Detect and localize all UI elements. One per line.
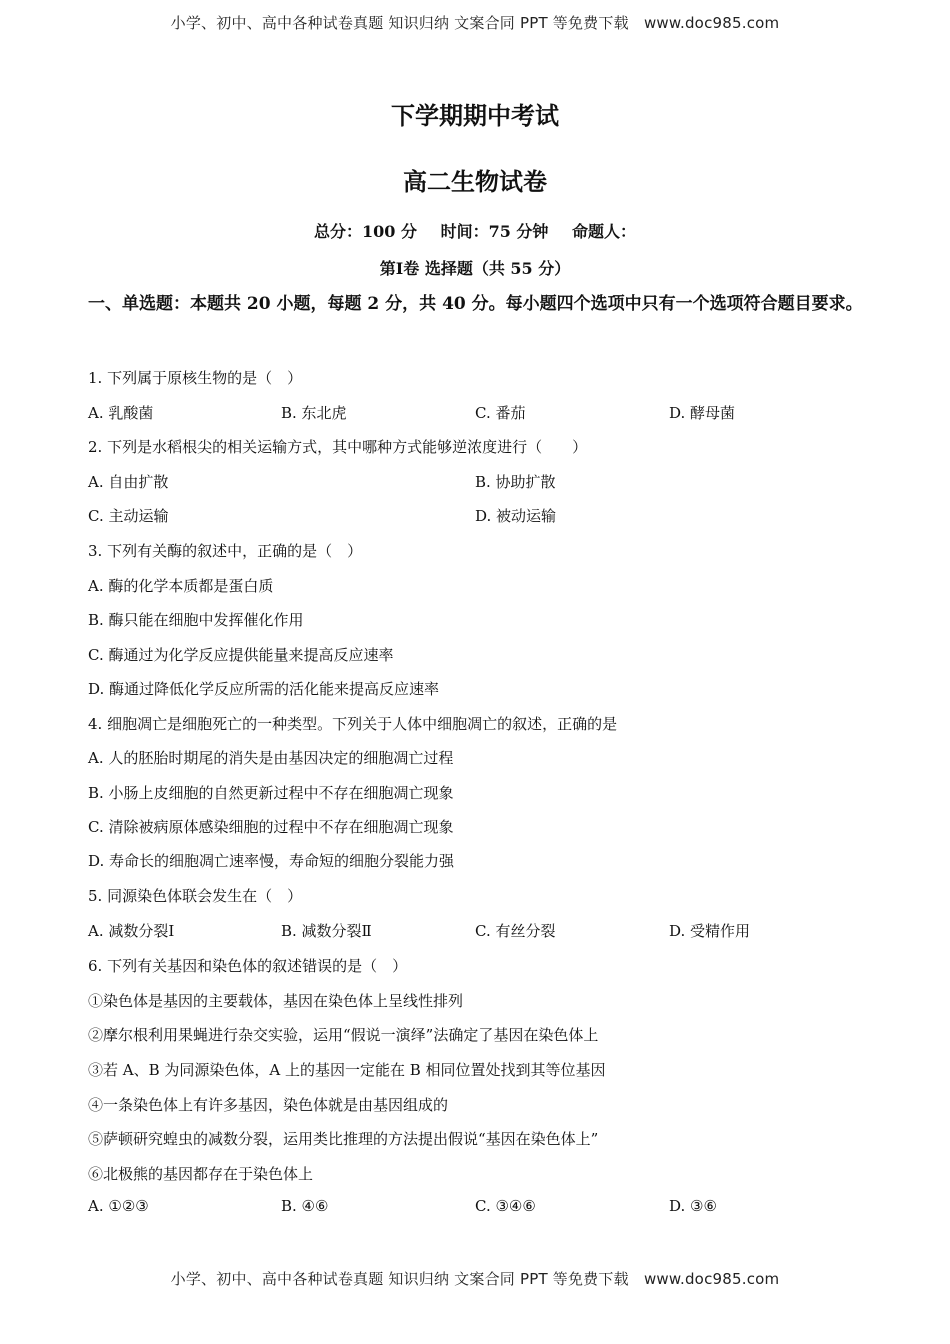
q6-statement-3: ③若 A、B 为同源染色体，A 上的基因一定能在 B 相同位置处找到其等位基因 [88,1061,606,1079]
q1-option-c: C. 番茄 [475,404,526,422]
q6-statement-4: ④一条染色体上有许多基因，染色体就是由基因组成的 [88,1096,449,1114]
q6-option-b: B. ④⑥ [281,1197,329,1215]
question-4-stem: 4. 细胞凋亡是细胞死亡的一种类型。下列关于人体中细胞凋亡的叙述，正确的是 [88,715,618,733]
top-banner: 小学、初中、高中各种试卷真题 知识归纳 文案合同 PPT 等免费下载 www.doc985.com [170,14,780,32]
q2-option-a: A. 自由扩散 [88,473,169,491]
q1-option-b: B. 东北虎 [281,404,347,422]
q6-statement-1: ①染色体是基因的主要载体，基因在染色体上呈线性排列 [88,992,464,1010]
q1-option-a: A. 乳酸菌 [88,404,154,422]
q6-option-d: D. ③⑥ [669,1197,717,1215]
q1-option-d: D. 酵母菌 [669,404,736,422]
q6-statement-5: ⑤萨顿研究蝗虫的减数分裂，运用类比推理的方法提出假说“基因在染色体上” [88,1130,599,1148]
section-instructions: 一、单选题：本题共 20 小题，每题 2 分，共 40 分。每小题四个选项中只有一个选项符合题目要求。 [88,294,863,314]
q5-option-a: A. 减数分裂Ⅰ [88,922,175,940]
exam-time: 时间：75 分钟 [440,222,549,241]
question-5-stem: 5. 同源染色体联会发生在（ ） [88,887,303,905]
q5-option-c: C. 有丝分裂 [475,922,556,940]
q6-statement-6: ⑥北极熊的基因都存在于染色体上 [88,1165,314,1183]
section-heading: 第Ⅰ卷 选择题（共 55 分） [379,259,571,278]
exam-subtitle: 高二生物试卷 [403,167,547,196]
q6-option-c: C. ③④⑥ [475,1197,536,1215]
q6-statement-2: ②摩尔根利用果蝇进行杂交实验，运用“假说一演绎”法确定了基因在染色体上 [88,1026,599,1044]
q2-option-d: D. 被动运输 [475,507,557,525]
q3-option-c: C. 酶通过为化学反应提供能量来提高反应速率 [88,646,394,664]
q4-option-c: C. 清除被病原体感染细胞的过程中不存在细胞凋亡现象 [88,818,454,836]
question-2-stem: 2. 下列是水稻根尖的相关运输方式，其中哪种方式能够逆浓度进行（ ） [88,438,588,456]
q2-option-c: C. 主动运输 [88,507,169,525]
bottom-banner: 小学、初中、高中各种试卷真题 知识归纳 文案合同 PPT 等免费下载 www.doc985.com [170,1270,780,1288]
q2-option-b: B. 协助扩散 [475,473,556,491]
exam-title: 下学期期中考试 [391,101,559,130]
q4-option-d: D. 寿命长的细胞凋亡速率慢，寿命短的细胞分裂能力强 [88,852,455,870]
question-6-stem: 6. 下列有关基因和染色体的叙述错误的是（ ） [88,957,408,975]
q3-option-d: D. 酶通过降低化学反应所需的活化能来提高反应速率 [88,680,440,698]
total-score: 总分：100 分 [314,222,417,241]
question-1-stem: 1. 下列属于原核生物的是（ ） [88,369,303,387]
q6-option-a: A. ①②③ [88,1197,149,1215]
q4-option-a: A. 人的胚胎时期尾的消失是由基因决定的细胞凋亡过程 [88,749,454,767]
q5-option-b: B. 减数分裂Ⅱ [281,922,372,940]
q3-option-a: A. 酶的化学本质都是蛋白质 [88,577,274,595]
question-3-stem: 3. 下列有关酶的叙述中，正确的是（ ） [88,542,363,560]
exam-author: 命题人： [571,222,636,241]
q3-option-b: B. 酶只能在细胞中发挥催化作用 [88,611,304,629]
q5-option-d: D. 受精作用 [669,922,751,940]
exam-meta [0,219,950,242]
q4-option-b: B. 小肠上皮细胞的自然更新过程中不存在细胞凋亡现象 [88,784,454,802]
